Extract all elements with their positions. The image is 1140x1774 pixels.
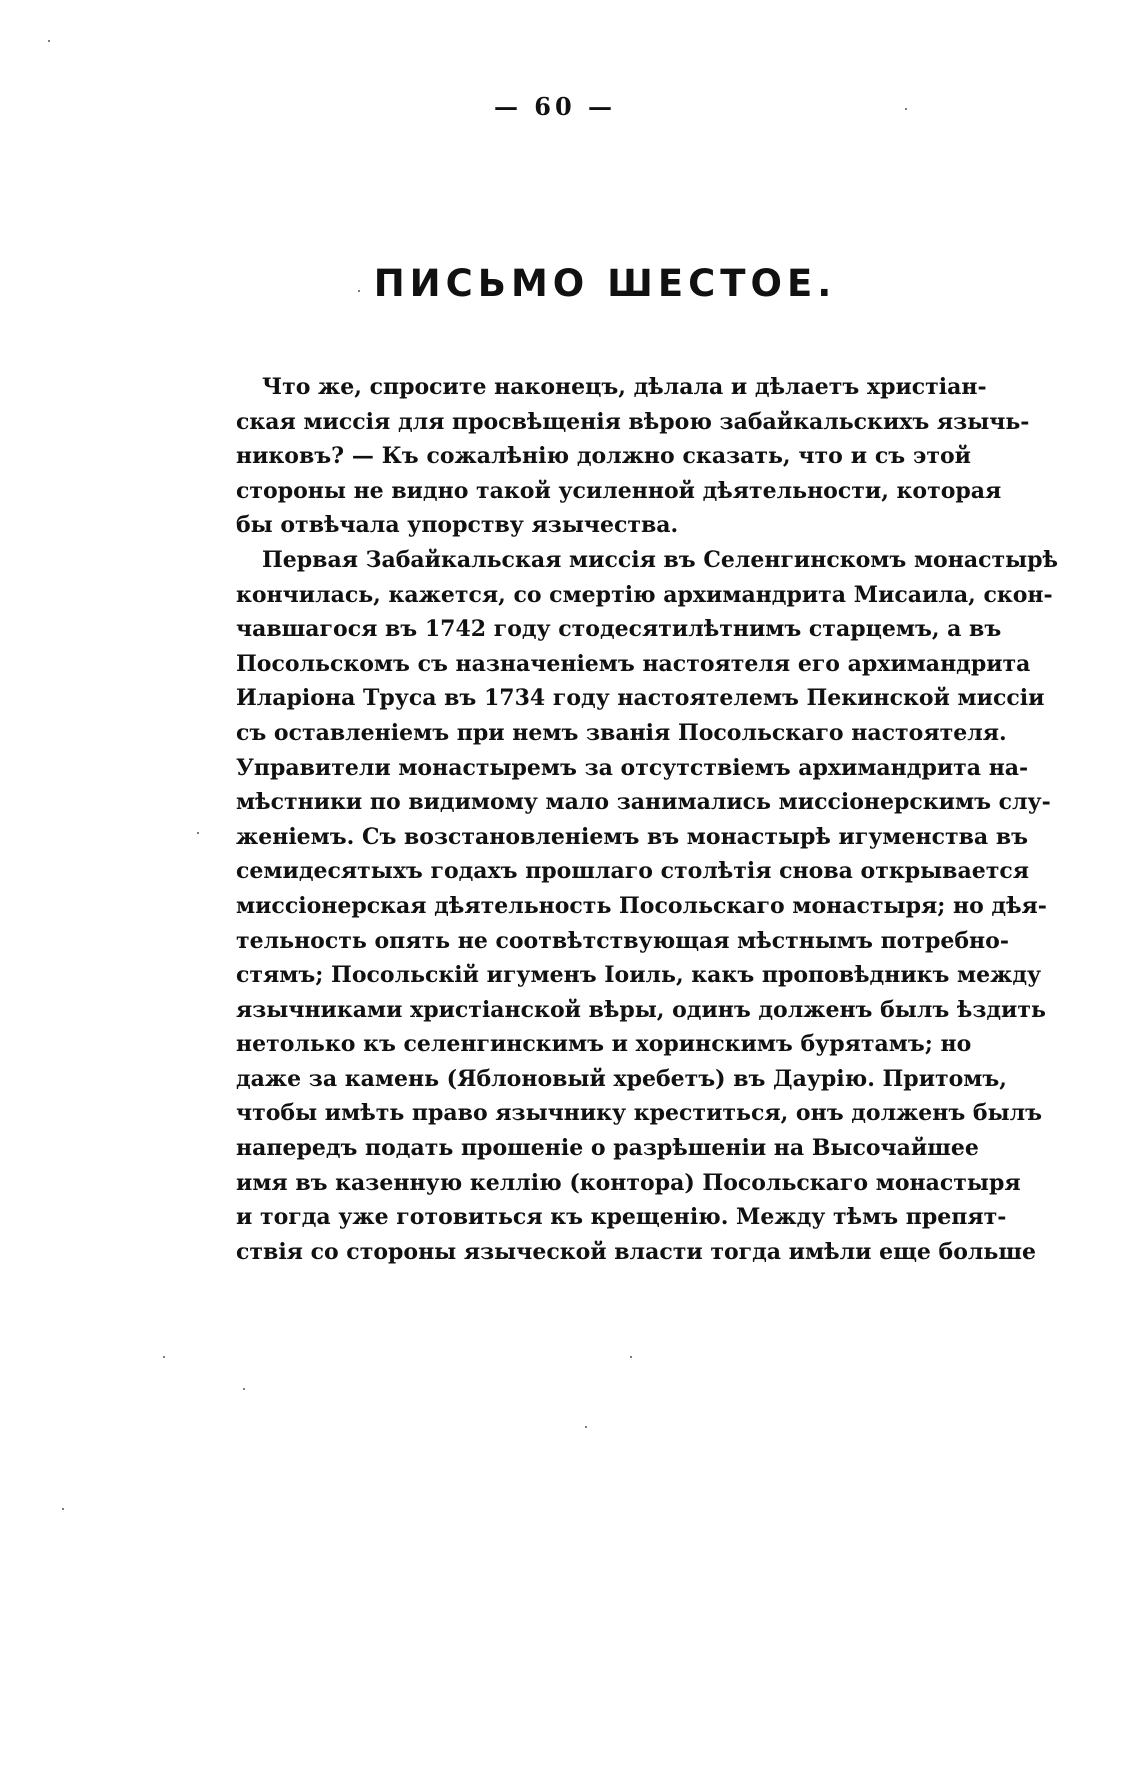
paragraph-2 [236, 543, 1059, 1269]
scan-speck [358, 290, 360, 292]
scan-speck [197, 832, 199, 834]
text-line: и тогда уже готовиться къ крещенію. Между тѣмъ препят- [236, 1204, 1007, 1231]
scan-speck [585, 1426, 587, 1428]
text-line: стороны не видно такой усиленной дѣятельности, которая [236, 477, 1002, 504]
text-line: чтобы имѣть право язычнику креститься, онъ долженъ былъ [236, 1100, 1043, 1127]
text-line: имя въ казенную келлію (контора) Посольскаго монастыря [236, 1169, 1021, 1196]
scan-speck [48, 40, 50, 42]
letter-title: ПИСЬМО ШЕСТОЕ. [373, 262, 837, 305]
text-line: съ оставленіемъ при немъ званія Посольскаго настоятеля. [236, 719, 1007, 746]
text-line: чавшагося въ 1742 году стодесятилѣтнимъ старцемъ, а въ [236, 616, 1002, 643]
scan-speck [163, 1356, 165, 1358]
text-line: ствія со стороны языческой власти тогда имѣли еще больше [236, 1238, 1036, 1265]
text-line: даже за камень (Яблоновый хребетъ) въ Даурію. Притомъ, [236, 1065, 1007, 1092]
text-line: Управители монастыремъ за отсутствіемъ архимандрита на- [236, 754, 1029, 781]
scan-speck [243, 1388, 245, 1390]
text-line: мѣстники по видимому мало занимались миссіонерскимъ слу- [236, 789, 1051, 816]
text-line: бы отвѣчала упорству язычества. [236, 512, 679, 539]
paragraph-1 [236, 370, 1030, 543]
text-line: Иларіона Труса въ 1734 году настоятелемъ Пекинской миссіи [236, 685, 1045, 712]
text-line: нетолько къ селенгинскимъ и хоринскимъ бурятамъ; но [236, 1031, 972, 1058]
text-line: стямъ; Посольскій игуменъ Іоиль, какъ проповѣдникъ между [236, 962, 1042, 989]
text-line: напередъ подать прошеніе о разрѣшеніи на Высочайшее [236, 1135, 979, 1162]
body-text [236, 370, 1059, 1269]
text-line: Что же, спросите наконецъ, дѣлала и дѣлаетъ христіан- [262, 374, 987, 400]
scan-speck [630, 1356, 632, 1358]
text-line: семидесятыхъ годахъ прошлаго столѣтія снова открывается [236, 858, 1029, 885]
page-number: — 60 — [493, 92, 617, 121]
text-line: тельность опять не соотвѣтствующая мѣстнымъ потребно- [236, 927, 1009, 954]
text-line: кончилась, кажется, со смертію архимандрита Мисаила, скон- [236, 581, 1053, 608]
text-line: Посольскомъ съ назначеніемъ настоятеля его архимандрита [236, 650, 1031, 677]
text-line: женіемъ. Съ возстановленіемъ въ монастырѣ игуменства въ [236, 823, 1029, 850]
text-line: миссіонерская дѣятельность Посольскаго монастыря; но дѣя- [236, 892, 1047, 919]
text-line: ская миссія для просвѣщенія вѣрою забайкальскихъ язычь- [236, 408, 1030, 435]
text-line: никовъ? — Къ сожалѣнію должно сказать, что и съ этой [236, 443, 971, 470]
text-line: Первая Забайкальская миссія въ Селенгинскомъ монастырѣ [262, 546, 1059, 573]
scan-speck [62, 1508, 64, 1510]
text-line: язычниками христіанской вѣры, одинъ долженъ былъ ѣздить [236, 996, 1046, 1023]
scan-speck [905, 108, 907, 110]
